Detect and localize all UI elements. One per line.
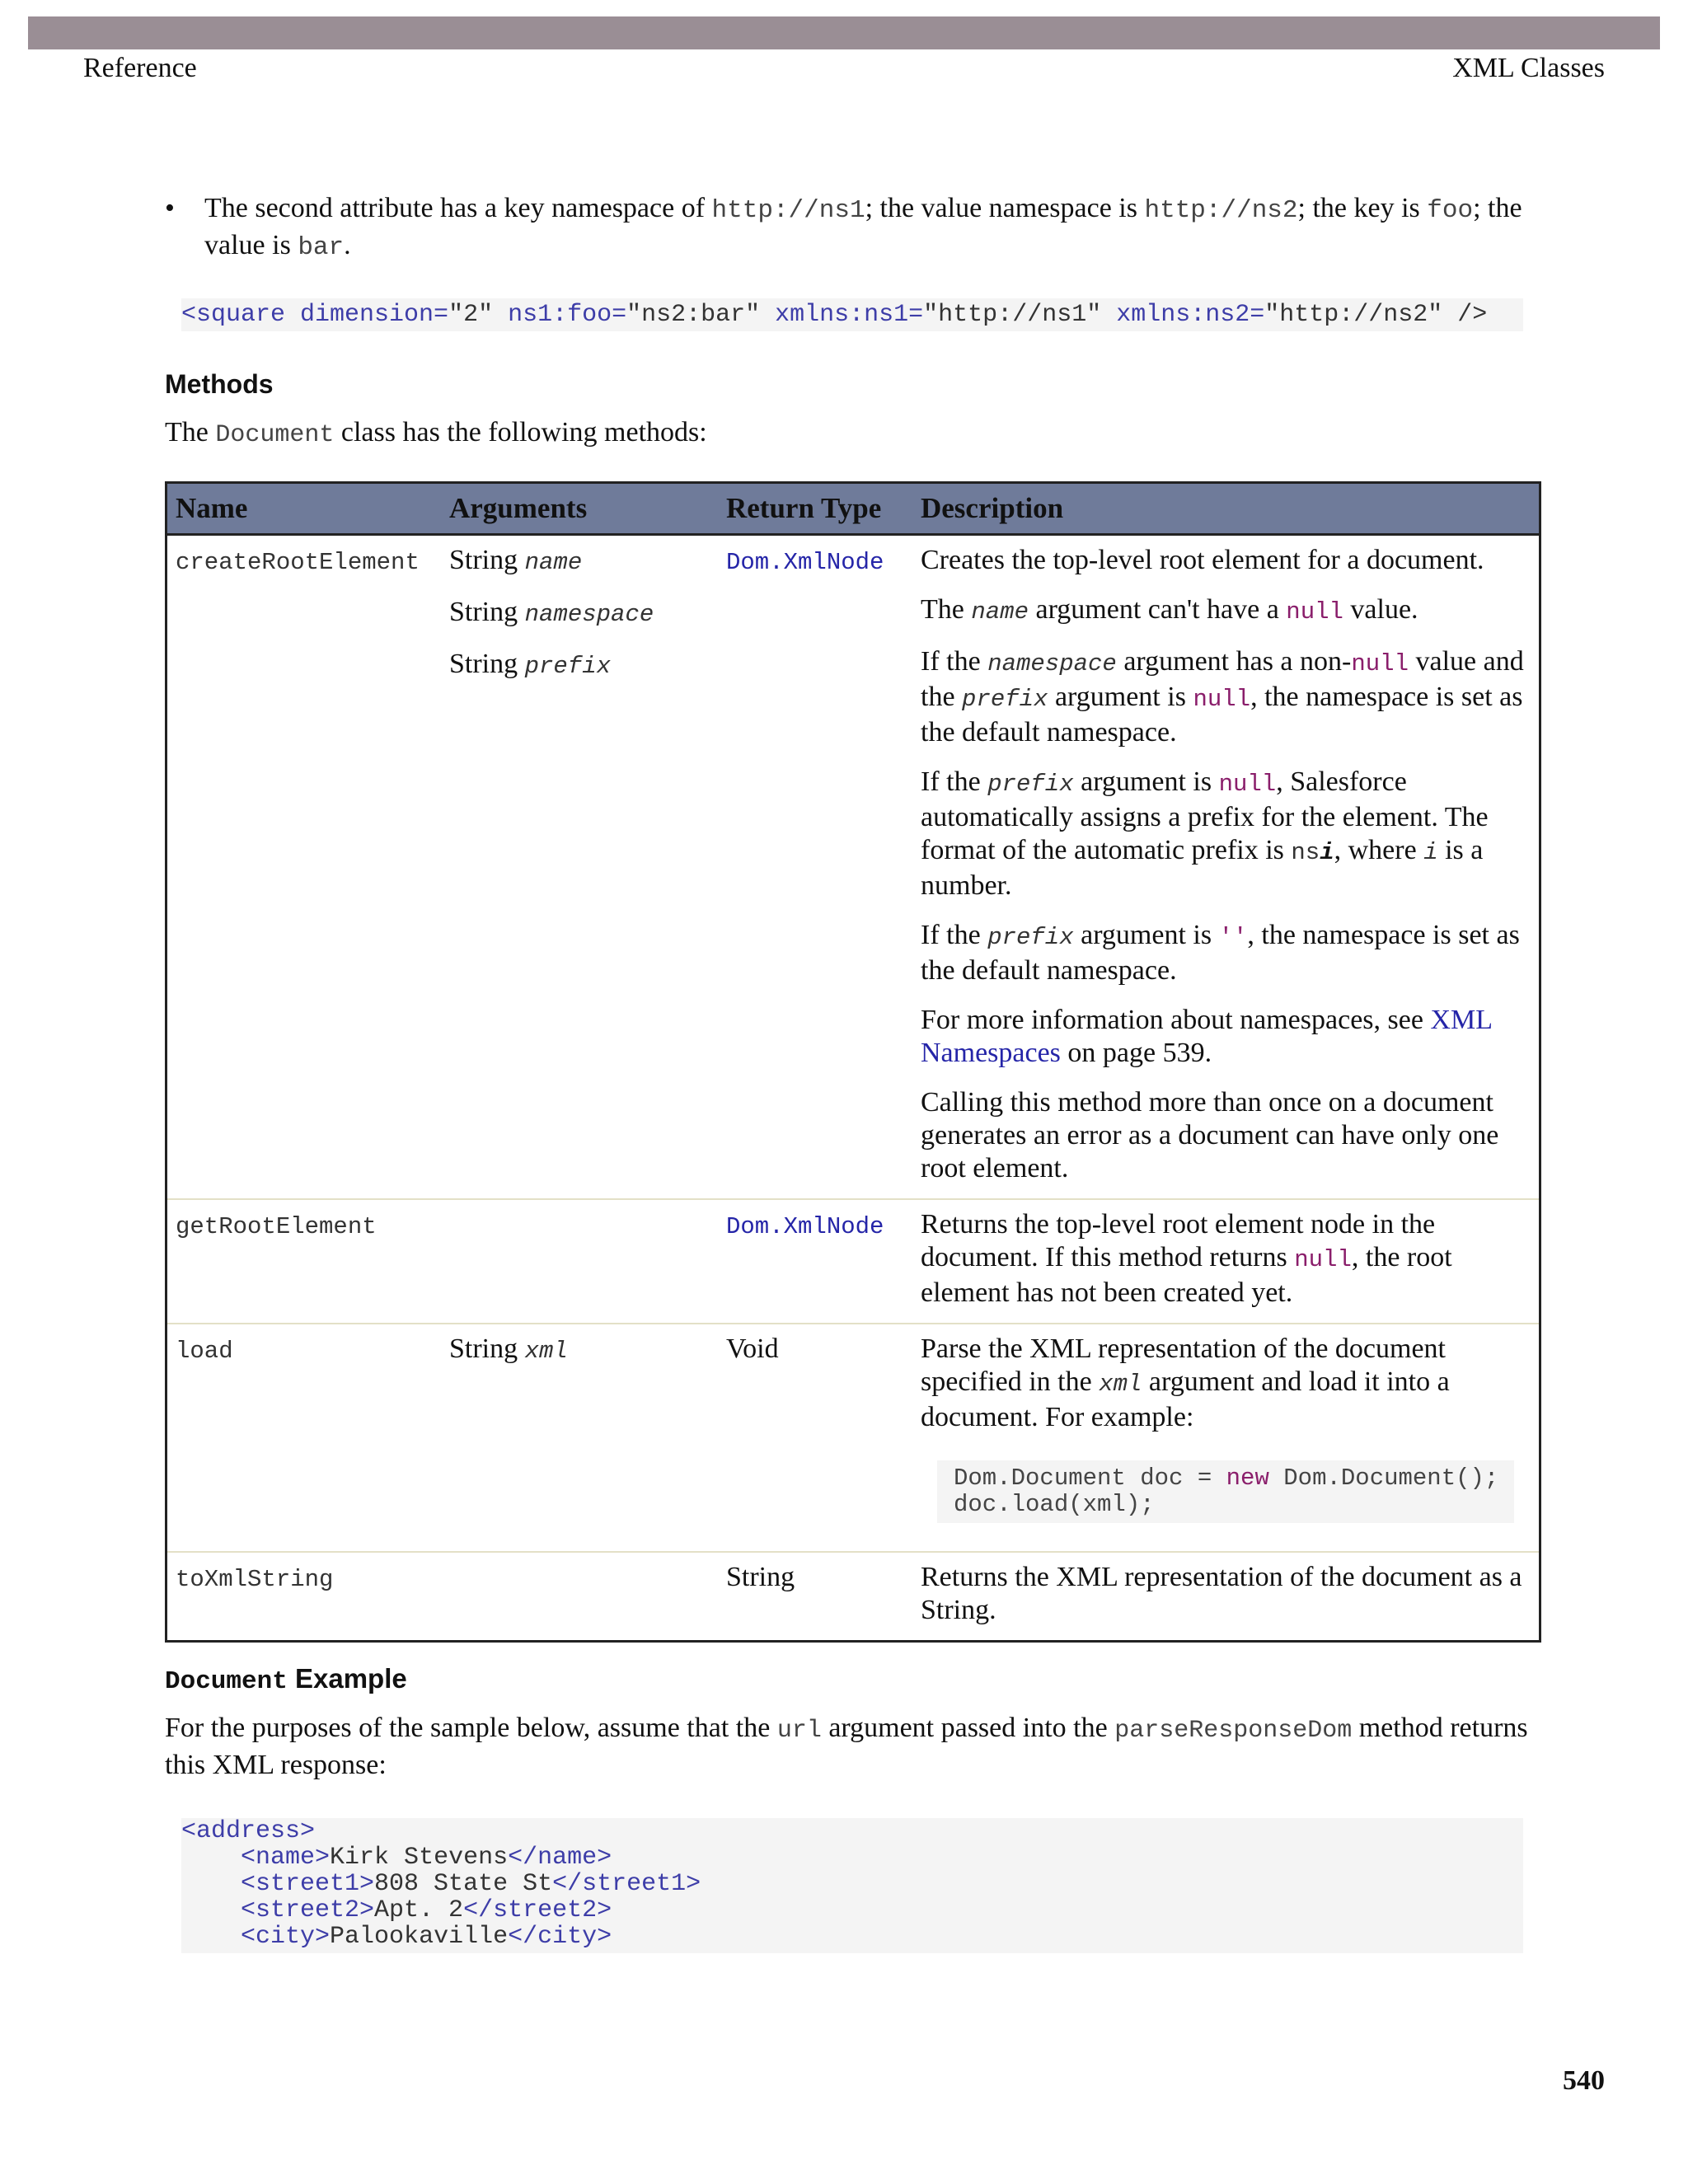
table-header-row — [166, 483, 1540, 535]
method-name: createRootElement — [176, 549, 420, 576]
table-row — [166, 535, 1540, 1200]
method-description: Returns the top-level root element node in the document. If this method returns null, the root element has not been created yet. — [912, 1199, 1540, 1324]
method-description: Returns the XML representation of the document as a String. — [912, 1552, 1540, 1642]
method-description: Parse the XML representation of the document specified in the xml argument and load it into a document. For example: Dom.Document doc = new Dom.Document(); doc.load(xml); — [912, 1324, 1540, 1552]
top-bar — [28, 16, 1660, 49]
methods-heading: Methods — [165, 369, 274, 399]
col-header-return-type: Return Type — [718, 483, 912, 535]
code-sample-address: <address> <name>Kirk Stevens</name> <street1>808 State St</street1> <street2>Apt. 2</street2> <city>Palookaville</city> — [181, 1818, 1523, 1953]
return-type-link[interactable]: Dom.XmlNode — [726, 1213, 884, 1240]
example-description: For the purposes of the sample below, assume that the url argument passed into the parseResponseDom method returns this XML response: — [165, 1713, 1528, 1780]
bullet-text: The second attribute has a key namespace of http://ns1; the value namespace is http://ns2; the key is foo; the value is bar. — [204, 193, 1522, 262]
table-row — [166, 1324, 1540, 1552]
page-number: 540 — [1563, 2065, 1605, 2096]
method-name: load — [176, 1338, 233, 1365]
xml-namespaces-link[interactable]: XML Namespaces — [921, 1005, 1492, 1068]
return-type-link[interactable]: Dom.XmlNode — [726, 549, 884, 576]
return-type: String — [718, 1552, 912, 1642]
method-arguments: String name String namespace String prefix — [449, 545, 654, 680]
col-header-name: Name — [166, 483, 442, 535]
header-section: Reference — [83, 53, 197, 83]
method-name: getRootElement — [176, 1213, 377, 1240]
code-sample-square: <square dimension="2" ns1:foo="ns2:bar" xmlns:ns1="http://ns1" xmlns:ns2="http://ns2" /> — [181, 298, 1523, 331]
methods-intro: The Document class has the following methods: — [165, 417, 707, 449]
return-type: Void — [718, 1324, 912, 1552]
col-header-arguments: Arguments — [441, 483, 718, 535]
col-header-description: Description — [912, 483, 1540, 535]
method-arguments: String xml — [441, 1324, 718, 1552]
header-chapter: XML Classes — [1452, 53, 1605, 83]
table-row — [166, 1552, 1540, 1642]
bullet-item — [165, 191, 1543, 265]
table-row — [166, 1199, 1540, 1324]
example-heading: Document Example — [165, 1663, 407, 1696]
method-description: Creates the top-level root element for a document. The name argument can't have a null value. If the namespace argument has a non-null value and the prefix argument is null, the namespace is set as the default namespace. If the prefix argument is null, Salesforce automatically assigns a prefix for the element. The format of the automatic prefix is nsi, where i is a number. If the prefix argument is '', the namespace is set as the default namespace. For more information about namespaces, see XML Namespaces on page 539. Calling this method more than once on a document generates an error as a document can have only one root element. — [921, 545, 1524, 1183]
bullet-marker: • — [165, 193, 175, 223]
methods-table — [165, 481, 1541, 1643]
load-code-sample: Dom.Document doc = new Dom.Document(); doc.load(xml); — [937, 1460, 1514, 1523]
method-name: toXmlString — [176, 1566, 334, 1593]
